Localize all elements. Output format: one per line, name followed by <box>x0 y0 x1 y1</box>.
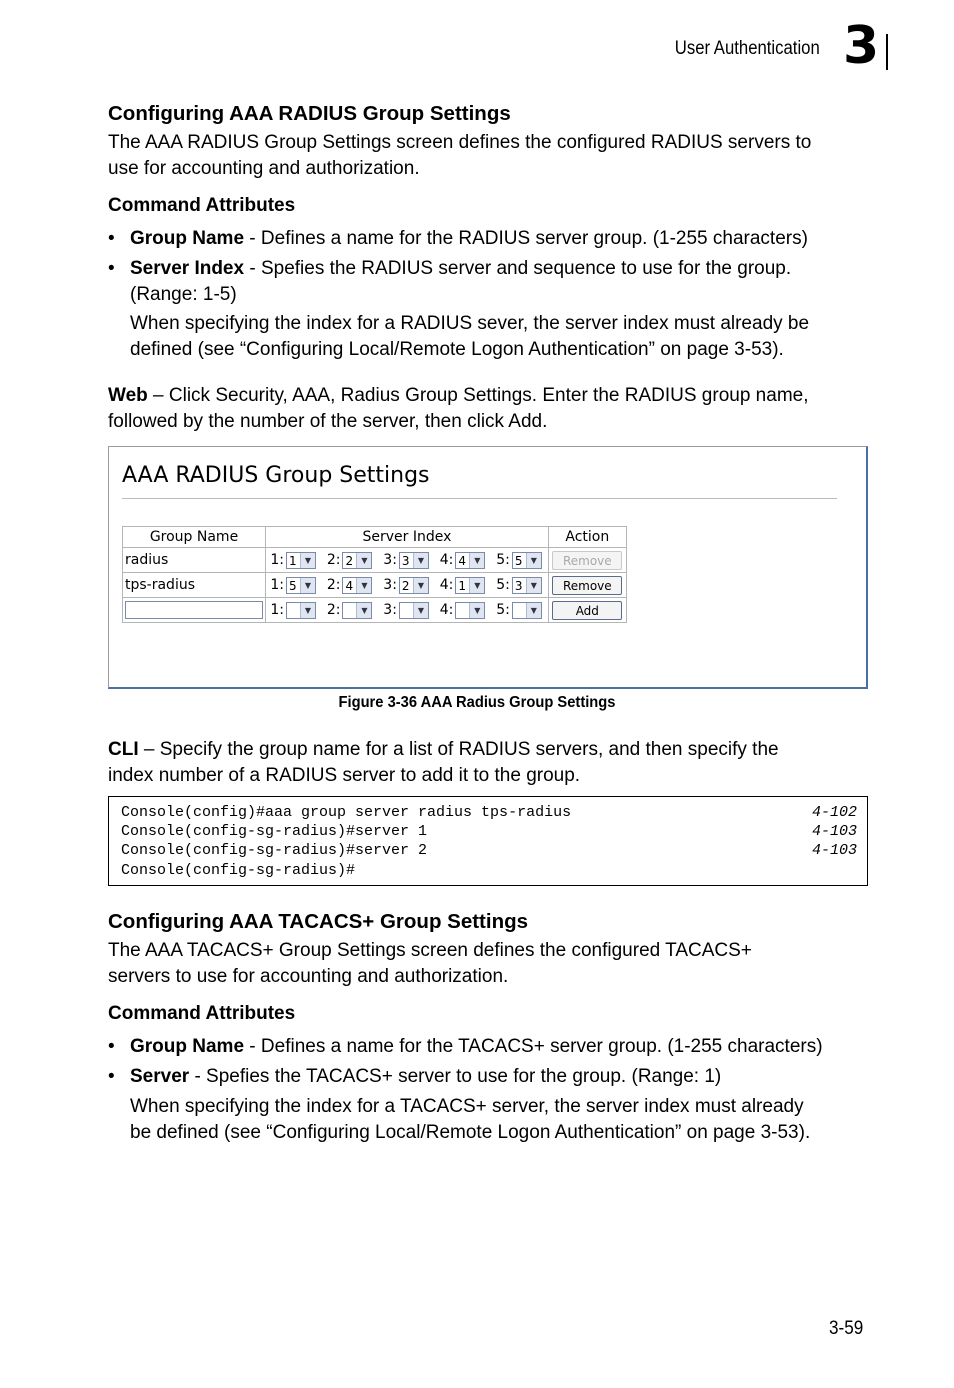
server-index-select[interactable] <box>455 552 485 569</box>
index-label: 3: <box>383 602 397 618</box>
code-reference: 4-103 <box>811 823 857 840</box>
bullet-dot: • <box>108 1066 115 1087</box>
intro-paragraph-tacacs <box>108 938 868 990</box>
action-cell <box>548 548 626 573</box>
term: Group Name <box>130 228 245 249</box>
text-line: use for accounting and authorization. <box>108 158 420 179</box>
server-index-select[interactable] <box>342 552 372 569</box>
text-line: index number of a RADIUS server to add it to the group. <box>108 765 581 786</box>
chevron-down-icon: ▼ <box>469 553 484 568</box>
server-index-select[interactable] <box>399 552 429 569</box>
note-paragraph-tacacs <box>130 1094 870 1146</box>
figure-caption: Figure 3-36 AAA Radius Group Settings <box>338 694 616 711</box>
chevron-down-icon: ▼ <box>469 603 484 618</box>
table-header-row <box>123 527 627 548</box>
title-divider <box>122 498 837 499</box>
chapter-number: 3 <box>843 16 880 76</box>
table-row <box>123 548 627 573</box>
text-line: The AAA RADIUS Group Settings screen defines the configured RADIUS servers to <box>108 132 812 153</box>
cli-text: – Specify the group name for a list of RADIUS servers, and then specify the <box>138 739 779 760</box>
term: Server <box>130 1066 190 1087</box>
cli-term: CLI <box>108 739 139 760</box>
server-index-cell <box>266 548 549 573</box>
index-label: 5: <box>496 552 510 568</box>
index-label: 2: <box>326 577 341 593</box>
chevron-down-icon: ▼ <box>300 603 315 618</box>
cli-code-box <box>108 796 868 886</box>
bullet-dot: • <box>108 258 115 279</box>
term: Group Name <box>130 1036 245 1057</box>
select-value: 5 <box>514 553 523 568</box>
chevron-down-icon: ▼ <box>300 578 315 593</box>
chevron-down-icon: ▼ <box>356 553 371 568</box>
server-index-select[interactable] <box>286 602 316 619</box>
server-index-select[interactable] <box>455 602 485 619</box>
server-index-select[interactable] <box>399 577 429 594</box>
index-label: 1: <box>270 552 284 568</box>
definition: - Spefies the TACACS+ server to use for the group. (Range: 1) <box>189 1066 722 1087</box>
definition: - Defines a name for the TACACS+ server group. (1-255 characters) <box>244 1036 823 1057</box>
section-heading-tacacs: Configuring AAA TACACS+ Group Settings <box>108 910 529 933</box>
screenshot-figure <box>108 446 868 689</box>
code-line: Console(config-sg-radius)#server 2 <box>121 842 428 859</box>
intro-paragraph-radius <box>108 130 868 182</box>
table-row <box>123 598 627 623</box>
table-row <box>123 573 627 598</box>
code-line: Console(config-sg-radius)#server 1 <box>121 823 428 840</box>
action-cell <box>548 573 626 598</box>
command-attributes-heading: Command Attributes <box>108 1003 296 1024</box>
code-reference: 4-102 <box>811 804 857 821</box>
server-index-cell <box>266 598 549 623</box>
text-line: servers to use for accounting and authorization. <box>108 966 509 987</box>
text-line: defined (see “Configuring Local/Remote Logon Authentication” on page 3-53). <box>130 339 784 360</box>
figure-page-title: AAA RADIUS Group Settings <box>122 463 430 488</box>
index-label: 1: <box>270 577 284 593</box>
index-label: 2: <box>326 602 341 618</box>
select-value: 2 <box>345 553 354 568</box>
select-value: 3 <box>514 578 523 593</box>
select-value: 4 <box>458 553 466 568</box>
server-index-select[interactable] <box>342 602 372 619</box>
running-header: User Authentication <box>675 38 820 59</box>
text-line: The AAA TACACS+ Group Settings screen defines the configured TACACS+ <box>108 940 752 961</box>
remove-button[interactable]: Remove <box>552 551 622 570</box>
chevron-down-icon: ▼ <box>356 603 371 618</box>
chapter-divider <box>886 34 888 70</box>
web-paragraph <box>108 383 868 435</box>
index-label: 4: <box>439 552 454 568</box>
add-button[interactable]: Add <box>552 601 622 620</box>
server-index-select[interactable] <box>399 602 429 619</box>
index-label: 1: <box>270 602 284 618</box>
text-line: When specifying the index for a RADIUS sever, the server index must already be <box>130 313 810 334</box>
server-index-select[interactable] <box>342 577 372 594</box>
select-value: 4 <box>345 578 354 593</box>
note-paragraph-radius <box>130 311 870 363</box>
select-value: 1 <box>289 553 297 568</box>
chevron-down-icon: ▼ <box>413 553 428 568</box>
group-name-cell <box>123 598 266 623</box>
text-line: followed by the number of the server, then click Add. <box>108 411 548 432</box>
chevron-down-icon: ▼ <box>356 578 371 593</box>
group-name-cell: radius <box>123 548 266 573</box>
server-index-select[interactable] <box>512 577 542 594</box>
index-label: 3: <box>383 552 397 568</box>
term: Server Index <box>130 258 245 279</box>
server-index-select[interactable] <box>455 577 485 594</box>
select-value: 3 <box>401 553 410 568</box>
cli-paragraph <box>108 737 868 789</box>
server-index-cell <box>266 573 549 598</box>
chevron-down-icon: ▼ <box>413 603 428 618</box>
web-term: Web <box>108 385 148 406</box>
code-line: Console(config-sg-radius)# <box>121 862 356 879</box>
web-text: – Click Security, AAA, Radius Group Settings. Enter the RADIUS group name, <box>147 385 809 406</box>
server-index-select[interactable] <box>512 552 542 569</box>
definition-range: (Range: 1-5) <box>130 284 237 305</box>
chevron-down-icon: ▼ <box>300 553 315 568</box>
command-attributes-heading: Command Attributes <box>108 195 296 216</box>
group-name-input[interactable] <box>125 601 263 619</box>
action-cell <box>548 598 626 623</box>
index-label: 5: <box>496 602 510 618</box>
select-value: 5 <box>289 578 297 593</box>
section-heading-radius: Configuring AAA RADIUS Group Settings <box>108 102 511 125</box>
chevron-down-icon: ▼ <box>526 603 541 618</box>
index-label: 3: <box>383 577 397 593</box>
chevron-down-icon: ▼ <box>413 578 428 593</box>
col-group-name: Group Name <box>123 527 266 548</box>
col-action: Action <box>548 527 626 548</box>
group-name-cell: tps-radius <box>123 573 266 598</box>
text-line: be defined (see “Configuring Local/Remote Logon Authentication” on page 3-53). <box>130 1122 811 1143</box>
select-value: 1 <box>458 578 466 593</box>
bullet-dot: • <box>108 228 115 249</box>
select-value: 2 <box>401 578 410 593</box>
definition: - Defines a name for the RADIUS server group. (1-255 characters) <box>244 228 808 249</box>
remove-button[interactable]: Remove <box>552 576 622 595</box>
server-index-select[interactable] <box>512 602 542 619</box>
definition: - Spefies the RADIUS server and sequence to use for the group. <box>244 258 792 279</box>
chevron-down-icon: ▼ <box>526 578 541 593</box>
bullet-dot: • <box>108 1036 115 1057</box>
chevron-down-icon: ▼ <box>526 553 541 568</box>
code-line: Console(config)#aaa group server radius tps-radius <box>121 804 572 821</box>
index-label: 5: <box>496 577 510 593</box>
server-index-select[interactable] <box>286 552 316 569</box>
text-line: When specifying the index for a TACACS+ server, the server index must already <box>130 1096 804 1117</box>
code-reference: 4-103 <box>811 842 857 859</box>
chevron-down-icon: ▼ <box>469 578 484 593</box>
page-number: 3-59 <box>829 1318 864 1339</box>
index-label: 2: <box>326 552 341 568</box>
server-index-select[interactable] <box>286 577 316 594</box>
col-server-index: Server Index <box>266 527 549 548</box>
index-label: 4: <box>439 577 454 593</box>
group-table <box>122 526 627 623</box>
index-label: 4: <box>439 602 454 618</box>
